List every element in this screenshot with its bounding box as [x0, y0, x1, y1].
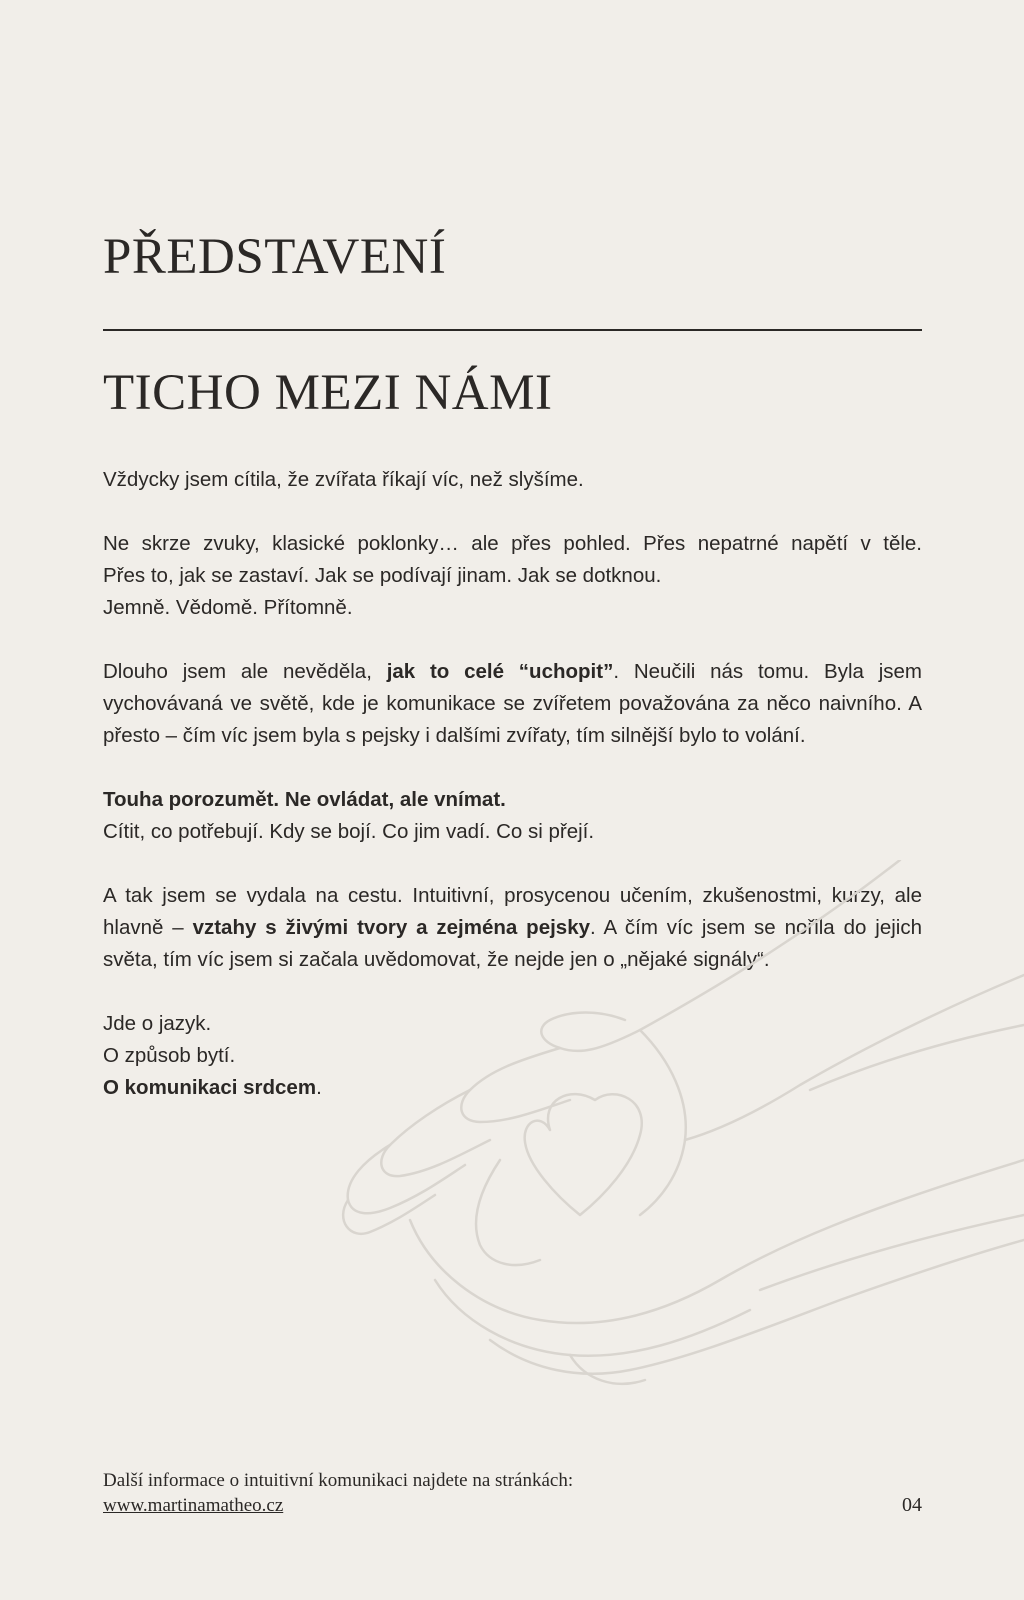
paragraph-4: [103, 784, 922, 848]
main-heading: TICHO MEZI NÁMI: [103, 365, 553, 421]
paragraph-3-text-end: . Neučili nás tomu. Byla jsem vychovávaná ve světě, kde je komunikace se zvířetem považována za něco naivního. A přesto – čím víc jsem byla s pejsky i dalšími zvířaty, tím silnější bylo to volání.: [103, 660, 922, 747]
paragraph-6-bold: O komunikaci srdcem: [103, 1076, 317, 1099]
footer-info-text: Další informace o intuitivní komunikaci najdete na stránkách:: [103, 1470, 574, 1491]
paragraph-3-text-start: Dlouho jsem ale nevěděla,: [103, 660, 387, 683]
section-title: PŘEDSTAVENÍ: [103, 229, 447, 285]
paragraph-4-bold: Touha porozumět. Ne ovládat, ale vnímat.: [103, 788, 506, 811]
paragraph-6-period: .: [316, 1076, 322, 1099]
paragraph-2-line-1: Ne skrze zvuky, klasické poklonky… ale přes pohled. Přes nepatrné napětí v těle.: [103, 532, 922, 555]
page-number: 04: [902, 1494, 922, 1516]
paragraph-2-line-2: Přes to, jak se zastaví. Jak se podívají jinam. Jak se dotknou.: [103, 564, 662, 587]
paragraph-3-bold: jak to celé “uchopit”: [386, 660, 614, 683]
paragraph-2: [103, 528, 922, 624]
title-divider: [103, 329, 922, 331]
paragraph-5-text-start: A tak jsem se vydala na cestu. Intuitivní, prosycenou učením, zkušenostmi, kurzy, ale hlavně –: [103, 884, 922, 939]
footer-info: [103, 1468, 573, 1518]
paragraph-6-line-1: Jde o jazyk.: [103, 1012, 212, 1035]
hands-heart-illustration: [340, 860, 1024, 1420]
paragraph-2-line-3: Jemně. Vědomě. Přítomně.: [103, 596, 353, 619]
paragraph-3: [103, 656, 922, 752]
paragraph-4-line-2: Cítit, co potřebují. Kdy se bojí. Co jim vadí. Co si přejí.: [103, 820, 595, 843]
paragraph-5-bold: vztahy s živými tvory a zejména pejsky: [192, 916, 591, 939]
paragraph-6-line-2: O způsob bytí.: [103, 1044, 236, 1067]
paragraph-5-text-end: . A čím víc jsem se nořila do jejich světa, tím víc jsem si začala uvědomovat, že nejde jen o „nějaké signály“.: [103, 916, 922, 971]
paragraph-1: Vždycky jsem cítila, že zvířata říkají víc, než slyšíme.: [103, 468, 584, 491]
website-link[interactable]: www.martinamatheo.cz: [103, 1495, 284, 1516]
